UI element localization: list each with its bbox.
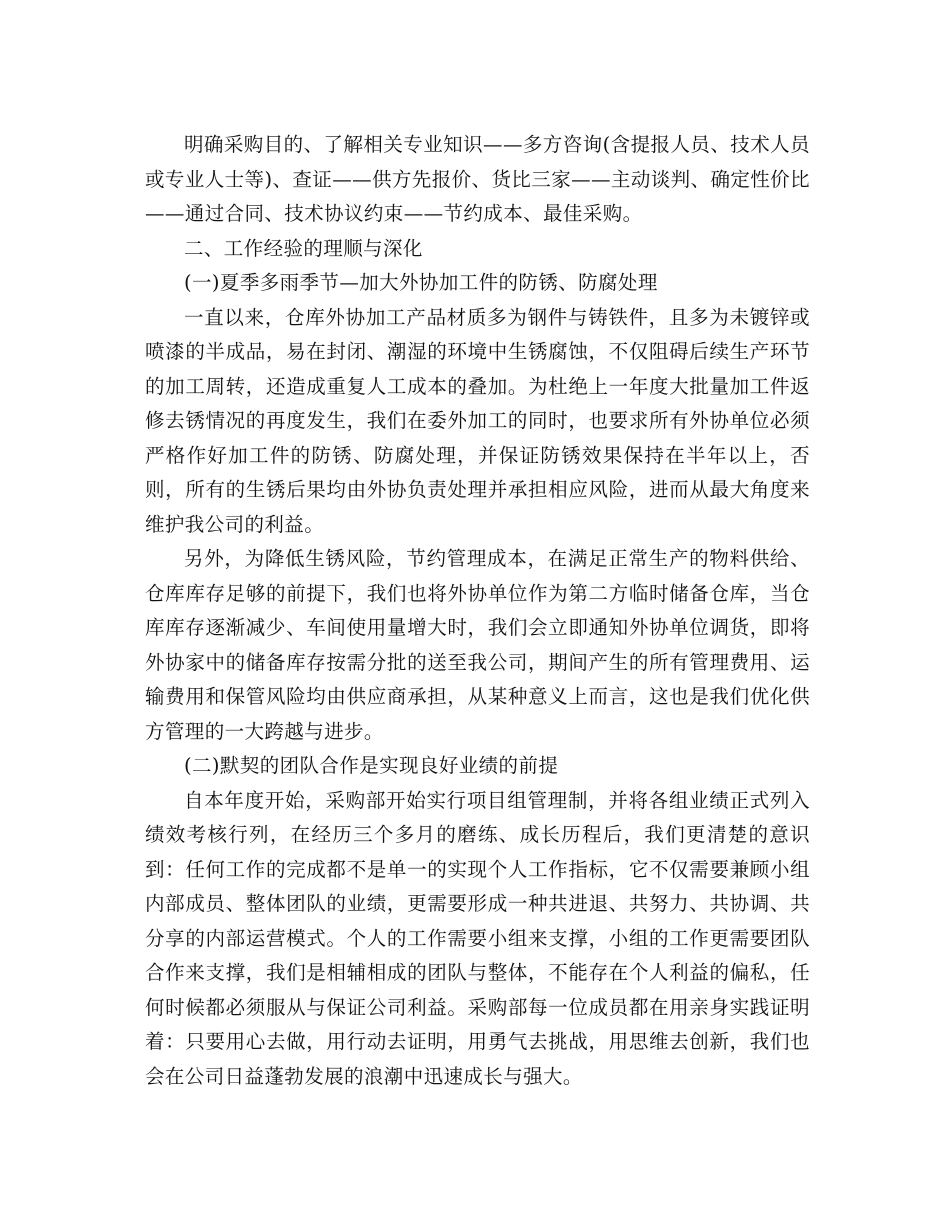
section-heading-experience: 二、工作经验的理顺与深化 [184, 236, 423, 260]
paragraph-temporary-storage: 另外，为降低生锈风险，节约管理成本，在满足正常生产的物料供给、仓库库存足够的前提下，我们也将外协单位作为第二方临时储备仓库，当仓库库存逐渐减少、车间使用量增大时，我们会立即通知外协单位调货，即将外协家中的储备库存按需分批的送至我公司，期间产生的所有管理费用、运输费用和保管风险均由供应商承担，从某种意义上而言，这也是我们优化供方管理的一大跨越与进步。 [145, 547, 810, 743]
paragraph-procurement-process: 明确采购目的、了解相关专业知识——多方咨询(含提报人员、技术人员或专业人士等)、查证——供方先报价、货比三家——主动谈判、确定性价比——通过合同、技术协议约束——节约成本、最佳采购。 [145, 133, 810, 225]
paragraph-rust-prevention: 一直以来，仓库外协加工产品材质多为钢件与铸铁件，且多为未镀锌或喷漆的半成品，易在封闭、潮湿的环境中生锈腐蚀，不仅阻碍后续生产环节的加工周转，还造成重复人工成本的叠加。为杜绝上一年度大批量加工件返修去锈情况的再度发生，我们在委外加工的同时，也要求所有外协单位必须严格作好加工件的防锈、防腐处理，并保证防锈效果保持在半年以上，否则，所有的生锈后果均由外协负责处理并承担相应风险，进而从最大角度来维护我公司的利益。 [145, 305, 810, 536]
paragraph-teamwork: 自本年度开始，采购部开始实行项目组管理制，并将各组业绩正式列入绩效考核行列，在经历三个多月的磨练、成长历程后，我们更清楚的意识到：任何工作的完成都不是单一的实现个人工作指标，它不仅需要兼顾小组内部成员、整体团队的业绩，更需要形成一种共进退、共努力、共协调、共分享的内部运营模式。个人的工作需要小组来支撑，小组的工作更需要团队合作来支撑，我们是相辅相成的团队与整体，不能存在个人利益的偏私，任何时候都必须服从与保证公司利益。采购部每一位成员都在用亲身实践证明着：只要用心去做，用行动去证明，用勇气去挑战，用思维去创新，我们也会在公司日益蓬勃发展的浪潮中迅速成长与强大。 [145, 788, 810, 1088]
document-body [145, 128, 810, 1094]
subheading-teamwork: (二)默契的团队合作是实现良好业绩的前提 [184, 754, 559, 777]
subheading-rust-prevention: (一)夏季多雨季节—加大外协加工件的防锈、防腐处理 [184, 271, 658, 294]
